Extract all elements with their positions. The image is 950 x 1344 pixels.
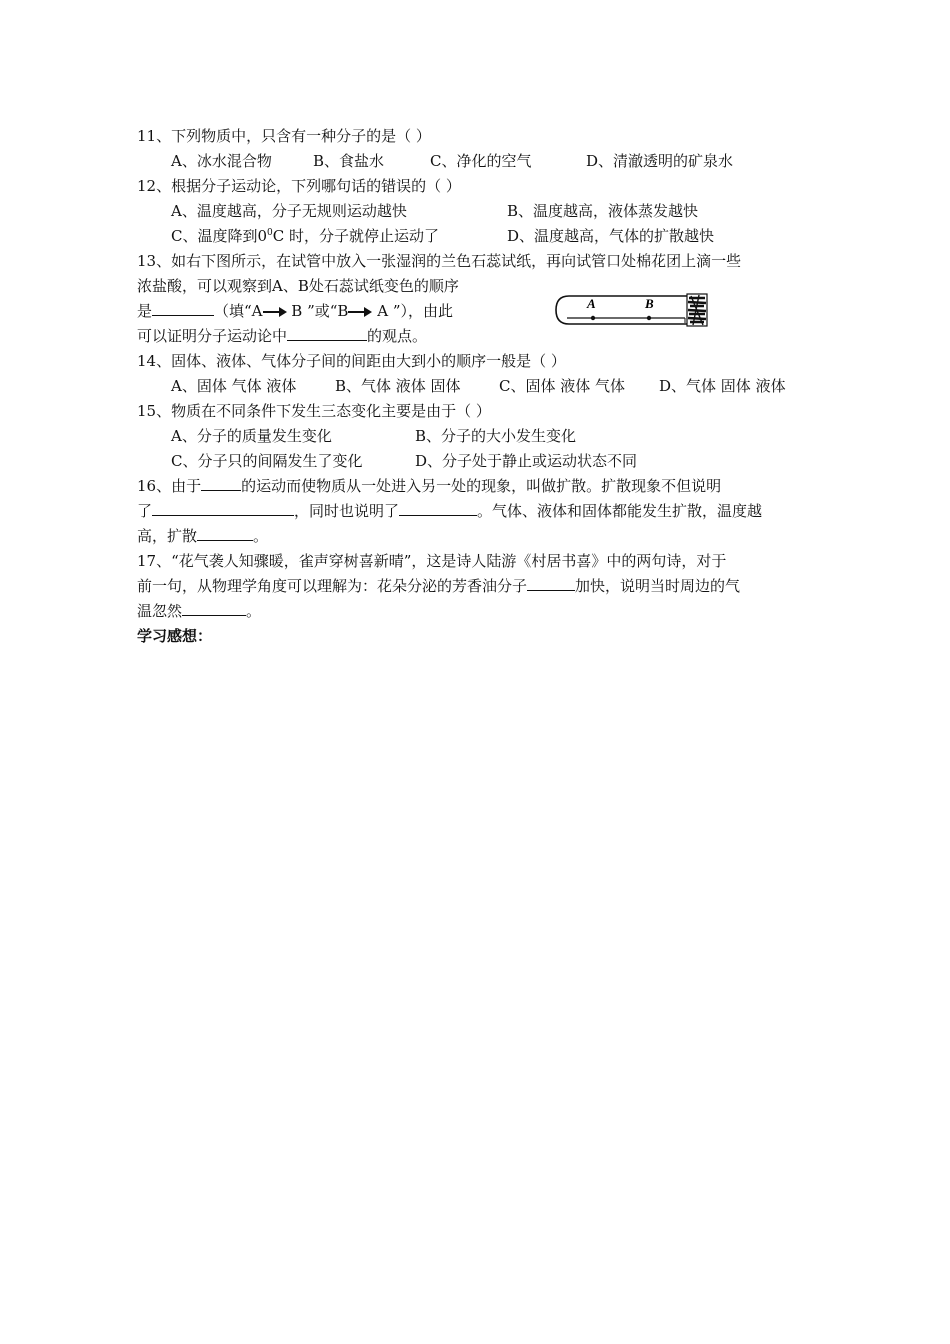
- point-b-dot: [647, 316, 651, 320]
- arrow-right-icon: [263, 307, 287, 317]
- q13-order-blank[interactable]: [152, 299, 214, 316]
- q17-blank-2[interactable]: [182, 599, 246, 616]
- question-list: [137, 124, 827, 649]
- q16-blank-4[interactable]: [197, 524, 253, 541]
- q12-option-b: B、温度越高，液体蒸发越快: [507, 202, 699, 220]
- q12-option-c: [171, 224, 507, 249]
- q12-stem: 12、根据分子运动论，下列哪句话的错误的（ ）: [137, 177, 461, 195]
- q15-options-cd: [137, 449, 827, 474]
- q16-text: 的运动而使物质从一处进入另一处的现象，叫做扩散。扩散现象不但说明: [241, 477, 722, 495]
- q13-text: B ”或“B: [286, 302, 349, 320]
- q15-option-d: D、分子处于静止或运动状态不同: [415, 452, 638, 470]
- q14-stem: 14、固体、液体、气体分子间的间距由大到小的顺序一般是（ ）: [137, 352, 566, 370]
- q17-line2: [137, 574, 827, 599]
- q17-text: 加快，说明当时周边的气: [575, 577, 741, 595]
- q13-text: （填“A: [214, 302, 263, 320]
- q13-text: 可以证明分子运动论中: [137, 327, 288, 345]
- q16-text: ，同时也说明了: [294, 502, 400, 520]
- q16-text: 了: [137, 502, 153, 520]
- q12-option-d: D、温度越高，气体的扩散越快: [507, 227, 715, 245]
- q16-blank-1[interactable]: [201, 474, 241, 491]
- q14-option-a: A、固体 气体 液体: [171, 377, 297, 395]
- q16-text: 。: [253, 527, 269, 545]
- q16-line1: [137, 474, 827, 499]
- q12-option-c-text-end: C 时，分子就停止运动了: [272, 227, 440, 245]
- q16-line2: [137, 499, 827, 524]
- q17-text: 前一句，从物理学角度可以理解为：花朵分泌的芳香油分子: [137, 577, 528, 595]
- q15-option-a: A、分子的质量发生变化: [171, 427, 332, 445]
- q16-line3: [137, 524, 827, 549]
- q16-blank-2[interactable]: [152, 499, 294, 516]
- q17-blank-1[interactable]: [527, 574, 575, 591]
- q17-line3: [137, 599, 827, 624]
- q17-text: 。: [246, 602, 262, 620]
- q12-options-ab: [137, 199, 827, 224]
- q14-option-b: B、气体 液体 固体: [335, 377, 461, 395]
- q11-options: [137, 149, 827, 174]
- q11-option-d: D、清澈透明的矿泉水: [586, 152, 734, 170]
- label-a: A: [587, 296, 596, 311]
- q12-options-cd: [137, 224, 827, 249]
- q14-option-d: D、气体 固体 液体: [659, 377, 786, 395]
- degree-superscript: 0: [267, 228, 273, 238]
- q13-text: 的观点。: [367, 327, 428, 345]
- q15-options-ab: [137, 424, 827, 449]
- q13-line1: 13、如右下图所示，在试管中放入一张湿润的兰色石蕊试纸，再向试管口处棉花团上滴一些: [137, 252, 742, 270]
- q14-option-c: C、固体 液体 气体: [499, 377, 626, 395]
- q13-text: A ”），由此: [372, 302, 453, 320]
- label-b: B: [645, 296, 654, 311]
- q13-text: 是: [137, 302, 153, 320]
- q15-stem: 15、物质在不同条件下发生三态变化主要是由于（ ）: [137, 402, 491, 420]
- q17-line1: 17、“花气袭人知骤暖，雀声穿树喜新晴”，这是诗人陆游《村居书喜》中的两句诗，对于: [137, 552, 727, 570]
- q14-options: [137, 374, 827, 399]
- q16-blank-3[interactable]: [399, 499, 477, 516]
- test-tube-figure: [553, 292, 711, 332]
- q13-line4: [137, 324, 827, 349]
- q13-line3: [137, 299, 827, 324]
- q13-line2: 浓盐酸，可以观察到A、B处石蕊试纸变色的顺序: [137, 277, 459, 295]
- reflection-heading: 学习感想：: [137, 627, 213, 645]
- q11-option-b: B、食盐水: [313, 152, 385, 170]
- q13-viewpoint-blank[interactable]: [287, 324, 367, 341]
- q12-option-c-text: C、温度降到0: [171, 227, 268, 245]
- q15-option-b: B、分子的大小发生变化: [415, 427, 577, 445]
- q16-text: 16、由于: [137, 477, 202, 495]
- arrow-right-icon: [348, 307, 372, 317]
- q11-option-c: C、净化的空气: [430, 152, 532, 170]
- cotton-plug-icon: [687, 294, 707, 326]
- point-a-dot: [591, 316, 595, 320]
- q11-stem: 11、下列物质中，只含有一种分子的是（ ）: [137, 127, 431, 145]
- q16-text: 高，扩散: [137, 527, 198, 545]
- q17-text: 温忽然: [137, 602, 183, 620]
- q12-option-a: A、温度越高，分子无规则运动越快: [171, 202, 407, 220]
- test-tube-outline: [556, 296, 687, 324]
- q11-option-a: A、冰水混合物: [171, 152, 272, 170]
- q15-option-c: C、分子只的间隔发生了变化: [171, 452, 363, 470]
- q16-text: 。气体、液体和固体都能发生扩散，温度越: [477, 502, 763, 520]
